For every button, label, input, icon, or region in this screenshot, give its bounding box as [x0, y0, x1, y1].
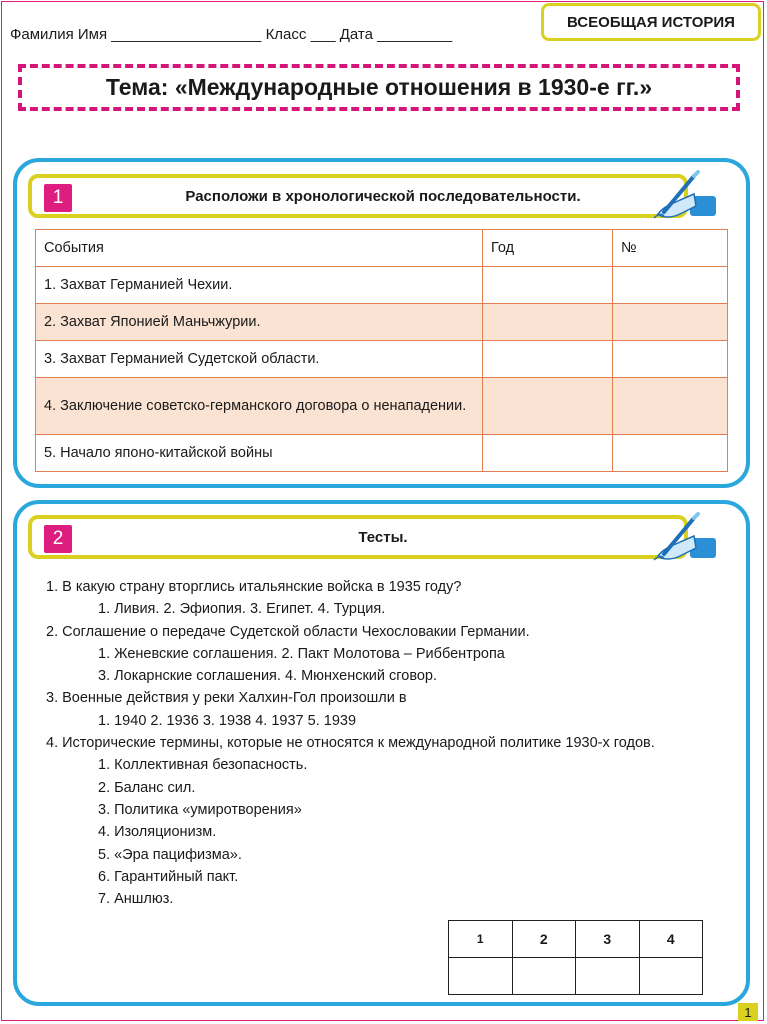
question-4-option: 6. Гарантийный пакт. — [98, 868, 239, 885]
question-4-option: 1. Коллективная безопасность. — [98, 757, 308, 774]
event-cell: 5. Начало японо-китайской войны — [36, 435, 483, 472]
writing-hand-icon — [650, 170, 720, 222]
table-row — [36, 304, 728, 341]
answer-header: 2 — [512, 921, 576, 958]
question-3: 3. Военные действия у реки Халхин-Гол произошли в — [46, 690, 407, 707]
page-number: 1 — [738, 1003, 758, 1021]
student-info-line: Фамилия Имя __________________ Класс ___ Дата _________ — [10, 26, 453, 43]
question-4-option: 7. Аншлюз. — [98, 891, 174, 908]
answer-input-cell[interactable] — [512, 958, 576, 995]
task1-title: Расположи в хронологической последовательности. — [185, 187, 581, 205]
answer-header: 4 — [639, 921, 703, 958]
answer-header: 1 — [449, 921, 513, 958]
event-cell: 4. Заключение советско-германского договора о ненападении. — [36, 378, 483, 435]
task2-header — [28, 515, 688, 559]
writing-hand-icon — [650, 512, 720, 564]
order-input-cell[interactable] — [613, 304, 728, 341]
answer-header: 3 — [576, 921, 640, 958]
table-row — [36, 267, 728, 304]
year-input-cell[interactable] — [483, 435, 613, 472]
answer-input-cell[interactable] — [639, 958, 703, 995]
question-4-option: 4. Изоляционизм. — [98, 824, 217, 841]
column-header-events: События — [36, 230, 483, 267]
question-2-options: 3. Локарнские соглашения. 4. Мюнхенский сговор. — [98, 668, 438, 685]
table-row — [36, 378, 728, 435]
task2-number: 2 — [44, 525, 72, 553]
question-3-options: 1. 1940 2. 1936 3. 1938 4. 1937 5. 1939 — [98, 712, 357, 729]
table-row — [36, 435, 728, 472]
question-2-options: 1. Женевские соглашения. 2. Пакт Молотова – Риббентропа — [98, 645, 505, 662]
order-input-cell[interactable] — [613, 378, 728, 435]
order-input-cell[interactable] — [613, 267, 728, 304]
question-1-options: 1. Ливия. 2. Эфиопия. 3. Египет. 4. Турция. — [98, 601, 386, 618]
question-1: 1. В какую страну вторглись итальянские войска в 1935 году? — [46, 579, 462, 595]
events-table — [35, 229, 728, 472]
subject-label: ВСЕОБЩАЯ ИСТОРИЯ — [541, 3, 761, 41]
year-input-cell[interactable] — [483, 378, 613, 435]
task1-number: 1 — [44, 184, 72, 212]
question-4-option: 3. Политика «умиротворения» — [98, 801, 302, 818]
year-input-cell[interactable] — [483, 304, 613, 341]
table-row — [36, 341, 728, 378]
tests-list — [46, 576, 736, 910]
year-input-cell[interactable] — [483, 267, 613, 304]
column-header-year: Год — [483, 230, 613, 267]
task2-title: Тесты. — [358, 528, 408, 546]
answer-input-cell[interactable] — [449, 958, 513, 995]
order-input-cell[interactable] — [613, 341, 728, 378]
event-cell: 3. Захват Германией Судетской области. — [36, 341, 483, 378]
column-header-number: № — [613, 230, 728, 267]
question-2: 2. Соглашение о передаче Судетской области Чехословакии Германии. — [46, 623, 530, 640]
year-input-cell[interactable] — [483, 341, 613, 378]
order-input-cell[interactable] — [613, 435, 728, 472]
topic-title: Тема: «Международные отношения в 1930-е гг.» — [18, 64, 740, 111]
answer-input-cell[interactable] — [576, 958, 640, 995]
event-cell: 1. Захват Германией Чехии. — [36, 267, 483, 304]
question-4-option: 5. «Эра пацифизма». — [98, 846, 242, 863]
question-4-option: 2. Баланс сил. — [98, 779, 196, 796]
event-cell: 2. Захват Японией Маньчжурии. — [36, 304, 483, 341]
question-4: 4. Исторические термины, которые не относятся к международной политике 1930-х годов. — [46, 735, 655, 752]
task1-header — [28, 174, 688, 218]
answers-table — [448, 920, 703, 995]
